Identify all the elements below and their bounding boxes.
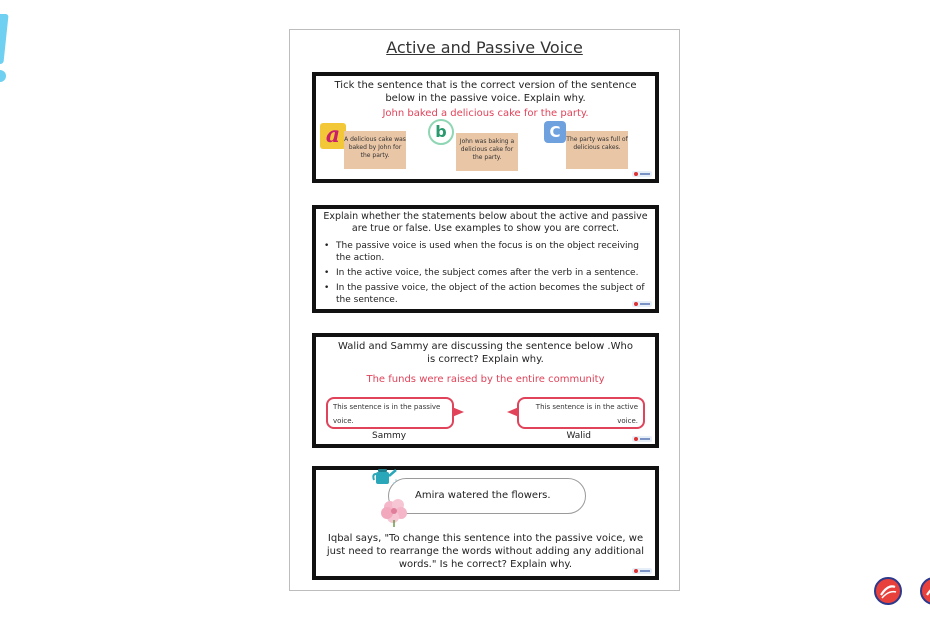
- watering-can-icon: [372, 464, 398, 490]
- question-box-2: [312, 205, 659, 313]
- publisher-logo-icon: [632, 301, 652, 307]
- option-a-card: A delicious cake was baked by John for the party.: [344, 131, 406, 169]
- question-box-3: [312, 333, 659, 448]
- question-box-4: [312, 466, 659, 580]
- page-title: Active and Passive Voice: [386, 38, 583, 57]
- exclamation-decoration: [0, 14, 10, 84]
- speech-bubble-right: This sentence is in the active voice.: [517, 397, 645, 429]
- flower-icon: [378, 496, 412, 528]
- speech-bubble-left: This sentence is in the passive voice.: [326, 397, 454, 429]
- question-1-sentence: John baked a delicious cake for the party.: [382, 108, 589, 119]
- statement-item: • In the active voice, the subject comes after the verb in a sentence.: [324, 267, 649, 279]
- option-c-card: The party was full of delicious cakes.: [566, 131, 628, 169]
- brand-logo-icon: [873, 576, 903, 606]
- speaker-name-right: Walid: [566, 431, 591, 441]
- brand-logo-icon: [919, 576, 930, 606]
- exclamation-dot: [0, 70, 6, 82]
- question-1-text: Tick the sentence that is the correct version of the sentence below in the passive voice. Explain why.: [334, 80, 637, 104]
- question-4-text: Iqbal says, "To change this sentence into the passive voice, we just need to rearrange the words without adding any additional words." Is he correct? Explain why.: [326, 533, 645, 570]
- question-box-1: [312, 72, 659, 183]
- exclamation-bar: [0, 14, 9, 64]
- statement-list: [316, 235, 655, 306]
- option-a-letter: a: [320, 123, 346, 149]
- sentence-pill: Amira watered the flowers.: [388, 478, 586, 514]
- publisher-logo-icon: [632, 436, 652, 442]
- option-c-letter: C: [544, 121, 566, 143]
- question-3-sentence: The funds were raised by the entire community: [366, 374, 605, 385]
- publisher-logo-icon: [632, 568, 652, 574]
- worksheet-page: [289, 29, 680, 591]
- question-2-text: Explain whether the statements below about the active and passive are true or false. Use examples to show you are correct.: [323, 211, 648, 234]
- option-b-letter: b: [428, 119, 454, 145]
- question-3-text: Walid and Sammy are discussing the sentence below .Who is correct? Explain why.: [338, 341, 633, 365]
- statement-item: • In the passive voice, the object of the action becomes the subject of the sentence.: [324, 282, 649, 306]
- publisher-logo-icon: [632, 171, 652, 177]
- speaker-name-left: Sammy: [372, 431, 407, 441]
- statement-item: • The passive voice is used when the focus is on the object receiving the action.: [324, 240, 649, 264]
- option-b-card: John was baking a delicious cake for the party.: [456, 133, 518, 171]
